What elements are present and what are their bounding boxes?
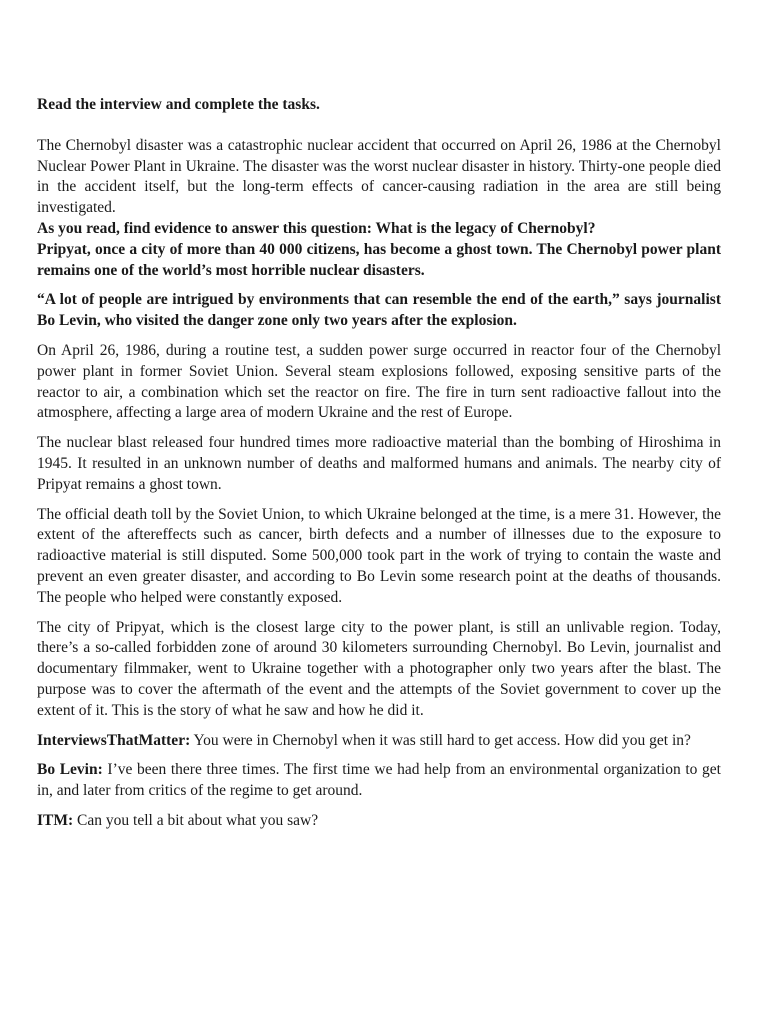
interview-exchange [37,731,721,752]
interview-text: You were in Chernobyl when it was still hard to get access. How did you get in? [190,731,691,749]
intro-paragraph: The Chernobyl disaster was a catastrophic nuclear accident that occurred on April 26, 1986 at the Chernobyl Nuclear Power Plant in Ukraine. The disaster was the worst nuclear disaster in history. Thirty-one people died in the accident itself, but the long-term effects of cancer-causing radiation in the area are still being investigated. [37,136,721,217]
lead-paragraph: Pripyat, once a city of more than 40 000 citizens, has become a ghost town. The Chernobyl power plant remains one of the world’s most horrible nuclear disasters. [37,240,721,279]
body-paragraph: On April 26, 1986, during a routine test, a sudden power surge occurred in reactor four of the Chernobyl power plant in former Soviet Union. Several steam explosions followed, exposing sensitive parts of the reactor to air, a combination which set the reactor on fire. The fire in turn sent radioactive fallout into the atmosphere, affecting a large area of modern Ukraine and the rest of Europe. [37,341,721,422]
interview-speaker: ITM: [37,811,74,829]
body-paragraph: The official death toll by the Soviet Union, to which Ukraine belonged at the time, is a mere 31. However, the extent of the aftereffects such as cancer, birth defects and a number of illnesses due to the exposure to radioactive material is still disputed. Some 500,000 took part in the work of trying to contain the waste and prevent an even greater disaster, and according to Bo Levin some research point at the deaths of thousands. The people who helped were constantly exposed. [37,505,721,606]
interview-text: I’ve been there three times. The first time we had help from an environmental organization to get in, and later from critics of the regime to get around. [37,761,721,800]
interview-speaker: InterviewsThatMatter: [37,731,191,749]
body-paragraph: The city of Pripyat, which is the closest large city to the power plant, is still an unlivable region. Today, there’s a so-called forbidden zone of around 30 kilometers surrounding Chernobyl. Bo Levin, journalist and documentary filmmaker, went to Ukraine together with a photographer only two years after the blast. The purpose was to cover the aftermath of the event and the attempts of the Soviet government to cover up the extent of it. This is the story of what he saw and how he did it. [37,618,721,719]
interview-text: Can you tell a bit about what you saw? [73,811,319,829]
task-question: As you read, find evidence to answer this question: What is the legacy of Chernobyl? [37,219,596,237]
interview-exchange [37,760,721,802]
instructions-heading: Read the interview and complete the tasks. [37,96,320,113]
document-page [37,95,721,832]
body-paragraph: The nuclear blast released four hundred times more radioactive material than the bombing of Hiroshima in 1945. It resulted in an unknown number of deaths and malformed humans and animals. The nearby city of Pripyat remains a ghost town. [37,434,721,493]
interview-exchange [37,811,721,832]
quote-paragraph: “A lot of people are intrigued by environments that can resemble the end of the earth,” says journalist Bo Levin, who visited the danger zone only two years after the explosion. [37,291,721,330]
interview-speaker: Bo Levin: [37,761,103,779]
